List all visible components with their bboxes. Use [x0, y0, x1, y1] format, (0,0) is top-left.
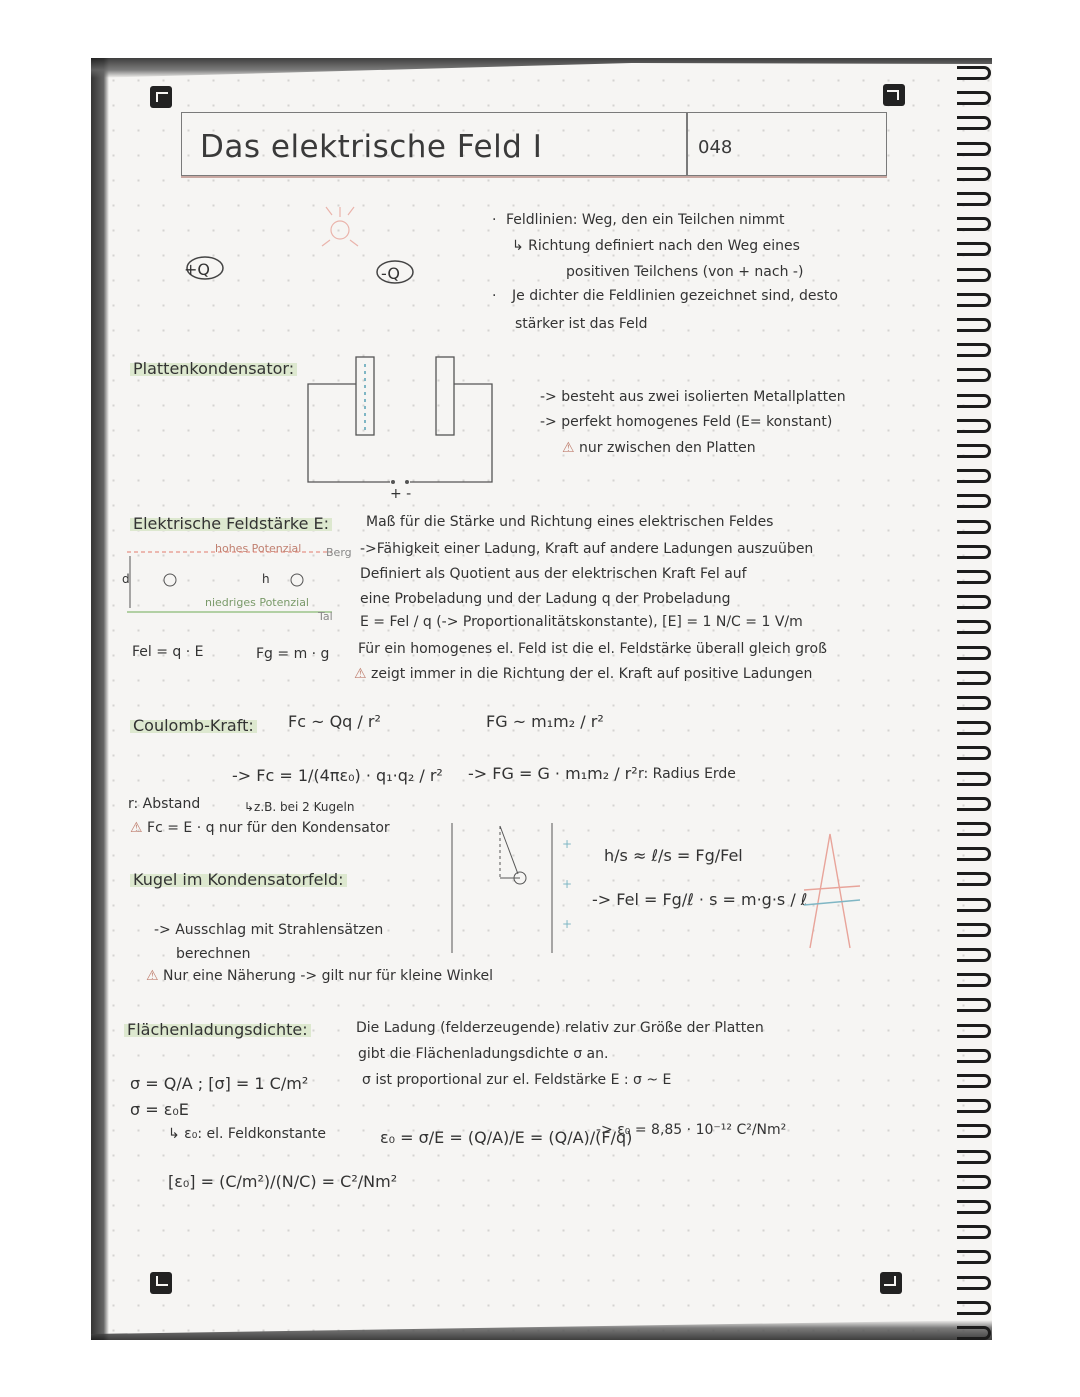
title-divider — [686, 112, 688, 176]
spiral-coil — [957, 998, 991, 1012]
spiral-coil — [957, 368, 991, 382]
epsilon-value: -> ε₀ = 8,85 · 10⁻¹² C²/Nm² — [596, 1122, 787, 1138]
tal-label: Tal — [318, 610, 333, 623]
high-potential-label: hohes Potenzial — [215, 542, 302, 555]
spiral-binding — [957, 58, 997, 1340]
pendulum-diagram — [440, 818, 580, 958]
r-distance-label: r: Abstand — [128, 796, 201, 812]
spiral-coil — [957, 671, 991, 685]
gravity-full-eq: -> FG = G · m₁m₂ / r² — [468, 764, 638, 783]
spiral-coil — [957, 66, 991, 80]
field-strength-line7: ⚠ zeigt immer in die Richtung der el. Kraft auf positive Ladungen — [354, 666, 813, 682]
surface-charge-line3: σ ist proportional zur el. Feldstärke E : σ ~ E — [362, 1072, 672, 1088]
field-lines-strength: stärker ist das Feld — [515, 316, 648, 332]
field-lines-def: Feldlinien: Weg, den ein Teilchen nimmt — [506, 212, 785, 228]
spiral-coil — [957, 1175, 991, 1189]
spiral-coil — [957, 746, 991, 760]
corner-mark-icon — [150, 1272, 172, 1294]
attention-icon: ⚠ — [354, 666, 367, 682]
sphere-line1: -> Ausschlag mit Strahlensätzen — [154, 922, 384, 938]
corner-mark-icon — [880, 1272, 902, 1294]
example-two-spheres: ↳z.B. bei 2 Kugeln — [244, 800, 355, 814]
spiral-coil — [957, 1301, 991, 1315]
field-strength-line2: ->Fähigkeit einer Ladung, Kraft auf andere Ladungen auszuüben — [360, 541, 814, 557]
sphere-heading: Kugel im Kondensatorfeld: — [130, 870, 347, 889]
spiral-coil — [957, 1124, 991, 1138]
capacitor-line1: -> besteht aus zwei isolierten Metallplatten — [540, 389, 846, 405]
spiral-coil — [957, 1250, 991, 1264]
page-edge-shadow — [91, 58, 109, 1340]
spiral-coil — [957, 1200, 991, 1214]
coulomb-heading: Coulomb-Kraft: — [130, 716, 257, 735]
spiral-coil — [957, 872, 991, 886]
spiral-coil — [957, 91, 991, 105]
spiral-coil — [957, 419, 991, 433]
coulomb-full-eq: -> Fc = 1/(4πε₀) · q₁·q₂ / r² — [232, 766, 443, 785]
eq-fg: Fg = m · g — [256, 646, 330, 662]
corner-mark-icon — [150, 86, 172, 108]
spiral-coil — [957, 595, 991, 609]
spiral-coil — [957, 1049, 991, 1063]
triangle-sketch — [800, 830, 870, 980]
spiral-coil — [957, 217, 991, 231]
field-strength-line6: Für ein homogenes el. Feld ist die el. Feldstärke überall gleich groß — [358, 641, 827, 657]
spiral-coil — [957, 973, 991, 987]
spiral-coil — [957, 545, 991, 559]
spiral-coil — [957, 394, 991, 408]
page-number: 048 — [698, 137, 733, 158]
title-underline — [181, 176, 887, 178]
attention-icon: ⚠ — [130, 820, 143, 836]
spiral-coil — [957, 142, 991, 156]
gravity-proportional: FG ~ m₁m₂ / r² — [486, 712, 604, 731]
spiral-coil — [957, 1099, 991, 1113]
spiral-coil — [957, 721, 991, 735]
capacitor-heading: Plattenkondensator: — [130, 359, 297, 378]
sigma-def: σ = Q/A ; [σ] = 1 C/m² — [130, 1074, 309, 1093]
surface-charge-line1: Die Ladung (felderzeugende) relativ zur Größe der Platten — [356, 1020, 764, 1036]
spiral-coil — [957, 696, 991, 710]
sigma-epsilon: σ = ε₀E — [130, 1100, 189, 1119]
field-lines-positive: positiven Teilchens (von + nach -) — [566, 264, 804, 280]
spiral-coil — [957, 293, 991, 307]
field-strength-line4: eine Probeladung und der Ladung q der Probeladung — [360, 591, 731, 607]
coulomb-proportional: Fc ~ Qq / r² — [288, 712, 381, 731]
coulomb-note: ⚠ Fc = E · q nur für den Kondensator — [130, 820, 390, 836]
spiral-coil — [957, 469, 991, 483]
spiral-coil — [957, 822, 991, 836]
spiral-coil — [957, 167, 991, 181]
eq-fel: Fel = q · E — [132, 644, 204, 660]
field-lines-density: Je dichter die Feldlinien gezeichnet sind, desto — [512, 288, 838, 304]
spiral-coil — [957, 948, 991, 962]
low-potential-label: niedriges Potenzial — [205, 596, 309, 609]
svg-text:+: + — [562, 837, 573, 851]
field-constant-label: ↳ ε₀: el. Feldkonstante — [168, 1126, 326, 1142]
spiral-coil — [957, 1225, 991, 1239]
capacitor-line2: -> perfekt homogenes Feld (E= konstant) — [540, 414, 833, 430]
surface-charge-heading: Flächenladungsdichte: — [124, 1020, 311, 1039]
r-earth-label: r: Radius Erde — [638, 766, 736, 782]
spiral-coil — [957, 620, 991, 634]
epsilon-unit: [ε₀] = (C/m²)/(N/C) = C²/Nm² — [168, 1172, 398, 1191]
field-strength-line5: E = Fel / q (-> Proportionalitätskonstante), [E] = 1 N/C = 1 V/m — [360, 614, 803, 630]
spiral-coil — [957, 1326, 991, 1340]
capacitor-terminals: + - — [390, 486, 412, 502]
charge-positive-label: +Q — [184, 260, 210, 279]
svg-text:+: + — [562, 917, 573, 931]
spiral-coil — [957, 570, 991, 584]
capacitor-circuit — [300, 352, 500, 502]
spiral-coil — [957, 494, 991, 508]
spiral-coil — [957, 318, 991, 332]
corner-mark-icon — [883, 84, 905, 106]
field-strength-heading: Elektrische Feldstärke E: — [130, 514, 332, 533]
spiral-coil — [957, 847, 991, 861]
distance-label: d — [122, 572, 130, 586]
attention-icon: ⚠ — [562, 440, 575, 456]
field-lines-direction: ↳ Richtung definiert nach den Weg eines — [512, 238, 800, 254]
spiral-coil — [957, 520, 991, 534]
charges-sketch — [170, 195, 450, 295]
spiral-coil — [957, 268, 991, 282]
spiral-coil — [957, 1074, 991, 1088]
spiral-coil — [957, 192, 991, 206]
ratio-eq: h/s ≈ ℓ/s = Fg/Fel — [604, 846, 743, 865]
bullet-dot: · — [492, 212, 497, 228]
spiral-coil — [957, 343, 991, 357]
surface-charge-line2: gibt die Flächenladungsdichte σ an. — [358, 1046, 609, 1062]
field-strength-line3: Definiert als Quotient aus der elektrischen Kraft Fel auf — [360, 566, 747, 582]
spiral-coil — [957, 898, 991, 912]
spiral-coil — [957, 444, 991, 458]
bullet-dot: · — [492, 288, 497, 304]
spiral-coil — [957, 116, 991, 130]
fel-eq: -> Fel = Fg/ℓ · s = m·g·s / ℓ — [592, 890, 808, 909]
page-title: Das elektrische Feld I — [200, 129, 543, 165]
sphere-line2: berechnen — [176, 946, 251, 962]
spiral-coil — [957, 923, 991, 937]
spiral-coil — [957, 242, 991, 256]
height-label: h — [262, 572, 270, 586]
spiral-coil — [957, 772, 991, 786]
spiral-coil — [957, 1276, 991, 1290]
epsilon-derivation: ε₀ = σ/E = (Q/A)/E = (Q/A)/(F/q) — [380, 1128, 633, 1147]
attention-icon: ⚠ — [146, 968, 159, 984]
spiral-coil — [957, 1150, 991, 1164]
svg-text:+: + — [562, 877, 573, 891]
sphere-note: ⚠ Nur eine Näherung -> gilt nur für kleine Winkel — [146, 968, 494, 984]
field-strength-line1: Maß für die Stärke und Richtung eines elektrischen Feldes — [366, 514, 774, 530]
charge-negative-label: -Q — [381, 264, 400, 283]
spiral-coil — [957, 1024, 991, 1038]
spiral-coil — [957, 797, 991, 811]
spiral-coil — [957, 646, 991, 660]
capacitor-note: ⚠ nur zwischen den Platten — [562, 440, 756, 456]
berg-label: Berg — [326, 546, 352, 559]
